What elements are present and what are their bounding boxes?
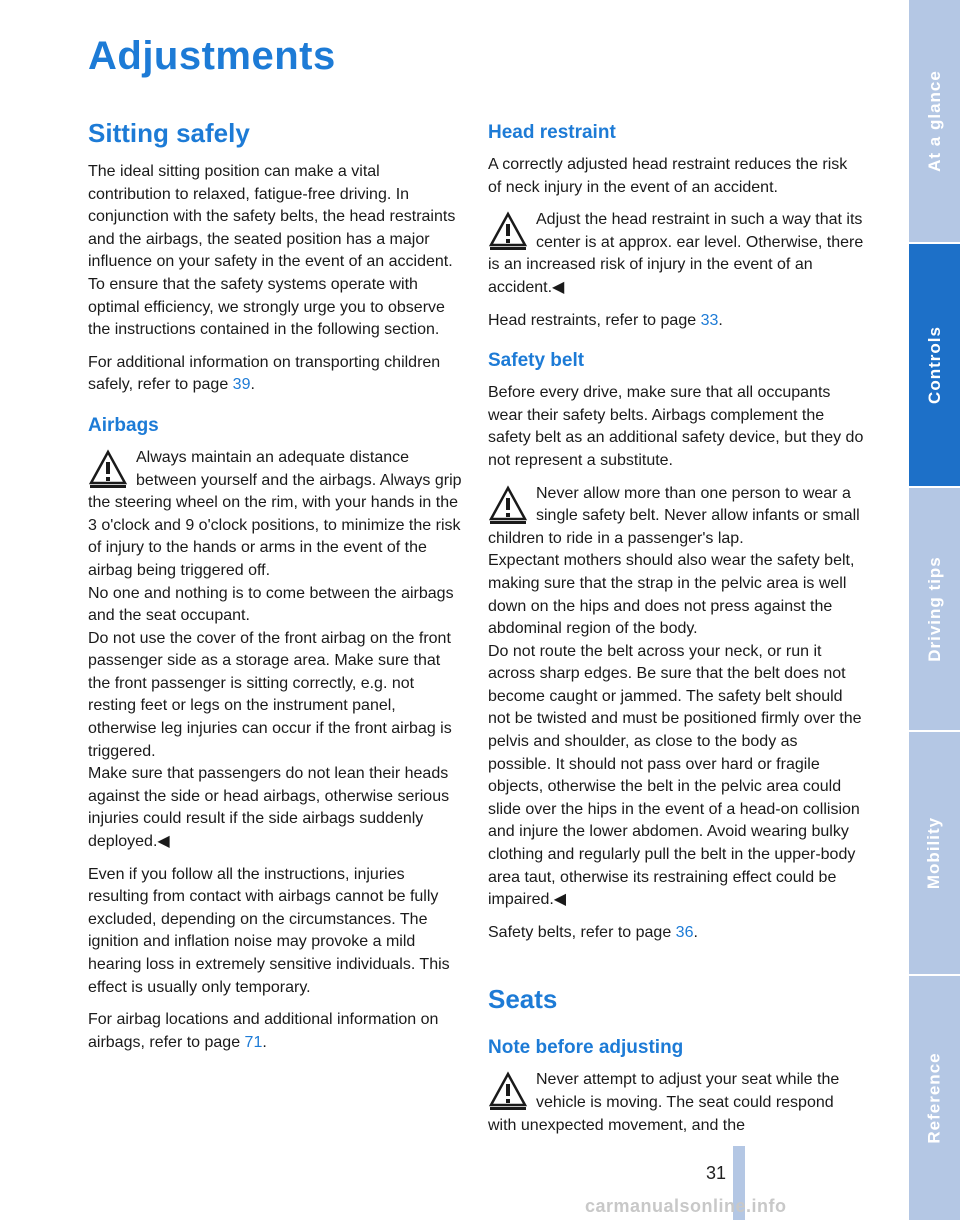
safety-belt-reference-text: Safety belts, refer to page <box>488 923 676 941</box>
head-restraint-intro: A correctly adjusted head restraint reduces the risk of neck injury in the event of an accident. <box>488 156 848 196</box>
children-reference-text: For additional information on transporting children safely, refer to page <box>88 353 441 394</box>
left-column <box>88 118 464 1064</box>
watermark: carmanualsonline.info <box>585 1196 787 1216</box>
tab-reference-label: Reference <box>924 1052 944 1144</box>
tab-driving-tips-label: Driving tips <box>924 556 944 662</box>
airbags-warning-text-2: No one and nothing is to come between the airbags and the seat occupant. <box>88 584 454 625</box>
section-heading-sitting-safely: Sitting safely <box>88 118 250 148</box>
intro-paragraph: The ideal sitting position can make a vital contribution to relaxed, fatigue-free driving. In conjunction with the safety belts, the head restraints and the airbags, the seated position has a major influence on your safety in the event of an accident. To ensure that the safety systems operate with optimal efficiency, we strongly urge you to observe the instructions contained in the following section. <box>88 163 456 339</box>
tab-mobility-label: Mobility <box>924 816 944 890</box>
airbag-locations-reference: For airbag locations and additional information on airbags, refer to page 71. <box>88 1011 439 1051</box>
tab-at-a-glance-label: At a glance <box>924 70 944 172</box>
airbags-warning-text-4: Make sure that passengers do not lean their heads against the side or head airbags, otherwise serious injuries could result if the side airbags suddenly deployed.◀ <box>88 765 450 851</box>
safety-belt-reference: Safety belts, refer to page 36. <box>488 923 698 941</box>
page-link-71[interactable]: 71 <box>244 1033 263 1051</box>
page-number: 31 <box>705 1163 726 1183</box>
head-restraint-warning-text: Adjust the head restraint in such a way that its center is at approx. ear level. Otherwise, there is an increased risk of injury in the event of an accident.◀ <box>488 211 864 296</box>
page-link-39[interactable]: 39 <box>232 376 251 394</box>
warning-triangle-icon <box>488 485 528 525</box>
note-warning <box>488 1069 864 1137</box>
page-link-36[interactable]: 36 <box>675 923 694 941</box>
safety-belt-warning-text-3: Do not route the belt across your neck, or run it across sharp edges. Be sure that the belt does not become caught or jammed. The safety belt should not be twisted and must be positioned firmly over the pelvis and shoulder, as close to the body as possible. It should not pass over hard or fragile objects, otherwise the belt in the pelvic area could slide over the hips in the event of a head-on collision and injure the lower abdomen. Avoid wearing bulky clothing and regularly pull the belt in the upper-body area taut, otherwise its restraining effect could be impaired.◀ <box>488 642 862 909</box>
subheading-note-before-adjusting: Note before adjusting <box>488 1037 684 1059</box>
head-restraint-reference: Head restraints, refer to page 33. <box>488 311 723 329</box>
subheading-head-restraint: Head restraint <box>488 122 616 143</box>
even-if-paragraph: Even if you follow all the instructions, injuries resulting from contact with airbags cannot be fully excluded, depending on the circumstances. The ignition and inflation noise may provoke a mild hearing loss in extremely sensitive individuals. This effect is usually only temporary. <box>88 865 450 996</box>
warning-triangle-icon <box>488 1071 528 1111</box>
children-reference: For additional information on transporting children safely, refer to page 39. <box>88 353 441 394</box>
safety-belt-warning <box>488 483 864 912</box>
tab-mobility[interactable] <box>909 732 960 976</box>
tab-reference[interactable] <box>909 976 960 1220</box>
airbag-locations-text: For airbag locations and additional information on airbags, refer to page <box>88 1011 439 1051</box>
head-restraint-warning <box>488 209 864 299</box>
warning-triangle-icon <box>488 211 528 251</box>
chapter-sidebar <box>909 0 960 1220</box>
warning-triangle-icon <box>88 449 128 489</box>
page-link-33[interactable]: 33 <box>700 311 719 329</box>
tab-controls[interactable] <box>909 244 960 488</box>
safety-belt-warning-text-1: Never allow more than one person to wear a single safety belt. Never allow infants or small children to ride in a passenger's lap. <box>488 484 860 547</box>
safety-belt-intro: Before every drive, make sure that all occupants wear their safety belts. Airbags complement the safety belt as an additional safety device, but they do not represent a substitute. <box>488 384 864 469</box>
subheading-airbags: Airbags <box>88 414 159 436</box>
page-title: Adjustments <box>88 34 336 78</box>
airbags-warning-text-1: Always maintain an adequate distance between yourself and the airbags. Always grip the steering wheel on the rim, with your hands in the 3 o'clock and 9 o'clock positions, to minimize the risk of injury to the hands or arms in the event of the airbag being triggered off. <box>88 448 462 579</box>
airbags-warning-text-3: Do not use the cover of the front airbag on the front passenger side as a storage area. Make sure that the front passenger is sitting correctly, e.g. not resting feet or legs on the instrument panel, otherwise leg injuries can occur if the front airbag is triggered. <box>88 629 452 760</box>
airbags-warning <box>88 447 464 854</box>
subheading-safety-belt: Safety belt <box>488 350 585 372</box>
tab-at-a-glance[interactable] <box>909 0 960 244</box>
head-restraint-reference-text: Head restraints, refer to page <box>488 311 701 329</box>
tab-controls-label: Controls <box>924 326 944 404</box>
safety-belt-warning-text-2: Expectant mothers should also wear the safety belt, making sure that the strap in the pelvic area is well down on the hips and does not press against the abdominal region of the body. <box>488 552 855 638</box>
section-heading-seats: Seats <box>488 984 558 1015</box>
note-warning-text: Never attempt to adjust your seat while the vehicle is moving. The seat could respond with unexpected movement, and the <box>488 1071 840 1134</box>
right-column <box>488 118 864 1147</box>
tab-driving-tips[interactable] <box>909 488 960 732</box>
